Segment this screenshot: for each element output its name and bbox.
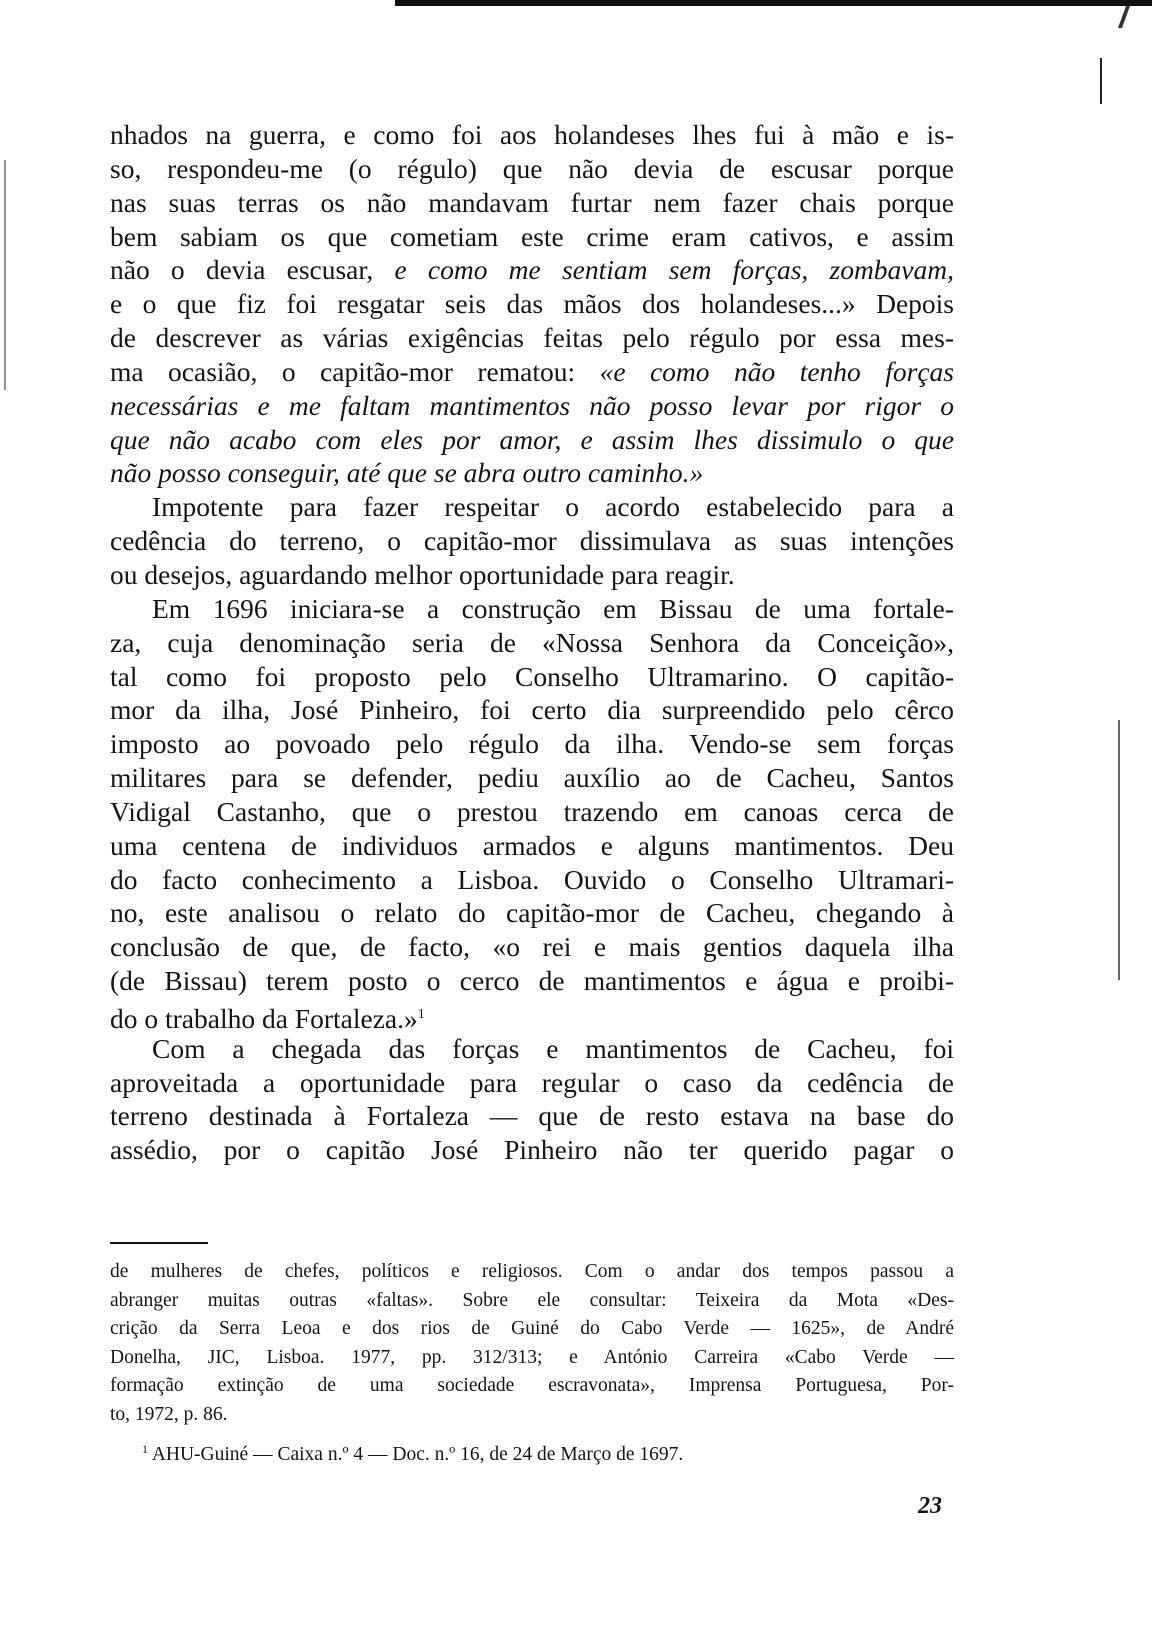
text-line: so, respondeu-me (o régulo) que não devia de escusar porque xyxy=(110,152,954,184)
italic-quote: «e como não tenho forças xyxy=(599,355,954,387)
footnote-line: abranger muitas outras «faltas». Sobre ele consultar: Teixeira da Mota «Des- xyxy=(110,1289,954,1311)
text-line: Vidigal Castanho, que o prestou trazendo em canoas cerca de xyxy=(110,795,954,827)
text-line: nas suas terras os não mandavam furtar nem fazer chais porque xyxy=(110,186,954,218)
text-line: no, este analisou o relato do capitão-mor de Cacheu, chegando à xyxy=(110,897,954,929)
italic-quote: não posso conseguir, até que se abra outro caminho.» xyxy=(110,457,704,489)
text-line: Em 1696 iniciara-se a construção em Bissau de uma fortale- xyxy=(152,592,954,624)
text-line: tal como foi proposto pelo Conselho Ultramarino. O capitão- xyxy=(110,660,954,692)
text-line xyxy=(110,253,954,287)
footnote-1 xyxy=(110,1435,954,1464)
text-line: militares para se defender, pediu auxílio ao de Cacheu, Santos xyxy=(110,762,954,794)
right-edge-mark xyxy=(1100,58,1102,104)
footnote-reference: 1 xyxy=(417,1006,425,1022)
text-line: e o que fiz foi resgatar seis das mãos dos holandeses...» Depois xyxy=(110,288,954,320)
text-line: aproveitada a oportunidade para regular o caso da cedência de xyxy=(110,1066,954,1098)
text-run: ma ocasião, o capitão-mor rematou: xyxy=(110,355,600,387)
right-edge-mark xyxy=(1118,720,1120,980)
top-edge-rule xyxy=(395,0,1152,6)
text-line: do facto conhecimento a Lisboa. Ouvido o Conselho Ultramari- xyxy=(110,863,954,895)
italic-quote: necessárias e me faltam mantimentos não posso levar por rigor o xyxy=(110,389,954,421)
page-number: 23 xyxy=(918,1493,942,1519)
footnote-line: crição da Serra Leoa e dos rios de Guiné do Cabo Verde — 1625», de André xyxy=(110,1318,954,1339)
footnote-line: Donelha, JIC, Lisboa. 1977, pp. 312/313; e António Carreira «Cabo Verde — xyxy=(110,1346,954,1368)
text-line: Impotente para fazer respeitar o acordo estabelecido para a xyxy=(152,491,954,523)
text-line: ou desejos, aguardando melhor oportunidade para reagir. xyxy=(110,558,735,590)
text-line xyxy=(110,355,954,389)
text-line xyxy=(110,423,954,457)
text-run: do o trabalho da Fortaleza.» xyxy=(110,1002,418,1034)
text-line: bem sabiam os que cometiam este crime eram cativos, e assim xyxy=(110,220,954,252)
italic-quote: que não acabo com eles por amor, e assim lhes dissimulo o que xyxy=(110,423,954,455)
text-line: uma centena de individuos armados e alguns mantimentos. Deu xyxy=(110,829,954,861)
text-line xyxy=(110,998,954,1032)
left-edge-mark xyxy=(4,160,6,390)
text-line: Com a chegada das forças e mantimentos de Cacheu, foi xyxy=(152,1032,954,1064)
text-line: terreno destinada à Fortaleza — que de resto estava na base do xyxy=(110,1100,954,1132)
footnote-line: to, 1972, p. 86. xyxy=(110,1403,228,1425)
footnote-text: AHU-Guiné — Caixa n.º 4 — Doc. n.º 16, de 24 de Março de 1697. xyxy=(151,1444,684,1465)
text-line: mor da ilha, José Pinheiro, foi certo dia surpreendido pelo cêrco xyxy=(110,694,954,726)
italic-quote: e como me sentiam sem forças, zombavam, xyxy=(394,254,954,286)
footnotes xyxy=(110,1258,954,1464)
text-line: za, cuja denominação seria de «Nossa Senhora da Conceição», xyxy=(110,626,954,658)
footnote-line: formação extinção de uma sociedade escravonata», Imprensa Portuguesa, Por- xyxy=(110,1375,954,1396)
text-line xyxy=(110,456,954,490)
text-line: conclusão de que, de facto, «o rei e mais gentios daquela ilha xyxy=(110,931,954,963)
text-line xyxy=(110,389,954,423)
text-line: assédio, por o capitão José Pinheiro não ter querido pagar o xyxy=(110,1134,954,1166)
footnote-line: de mulheres de chefes, políticos e religiosos. Com o andar dos tempos passou a xyxy=(110,1261,954,1282)
text-line: nhados na guerra, e como foi aos holandeses lhes fui à mão e is- xyxy=(110,119,954,150)
text-line: cedência do terreno, o capitão-mor dissimulava as suas intenções xyxy=(110,525,954,557)
footnote-separator xyxy=(110,1242,208,1244)
top-edge-rule-tail xyxy=(1118,6,1130,28)
body-text xyxy=(110,118,954,1167)
text-run: não o devia escusar, xyxy=(110,254,395,286)
text-line: imposto ao povoado pelo régulo da ilha. Vendo-se sem forças xyxy=(110,728,954,760)
text-line: (de Bissau) terem posto o cerco de mantimentos e água e proibi- xyxy=(110,965,954,997)
footnote-marker: 1 xyxy=(142,1442,148,1456)
text-line: de descrever as várias exigências feitas pelo régulo por essa mes- xyxy=(110,322,954,354)
